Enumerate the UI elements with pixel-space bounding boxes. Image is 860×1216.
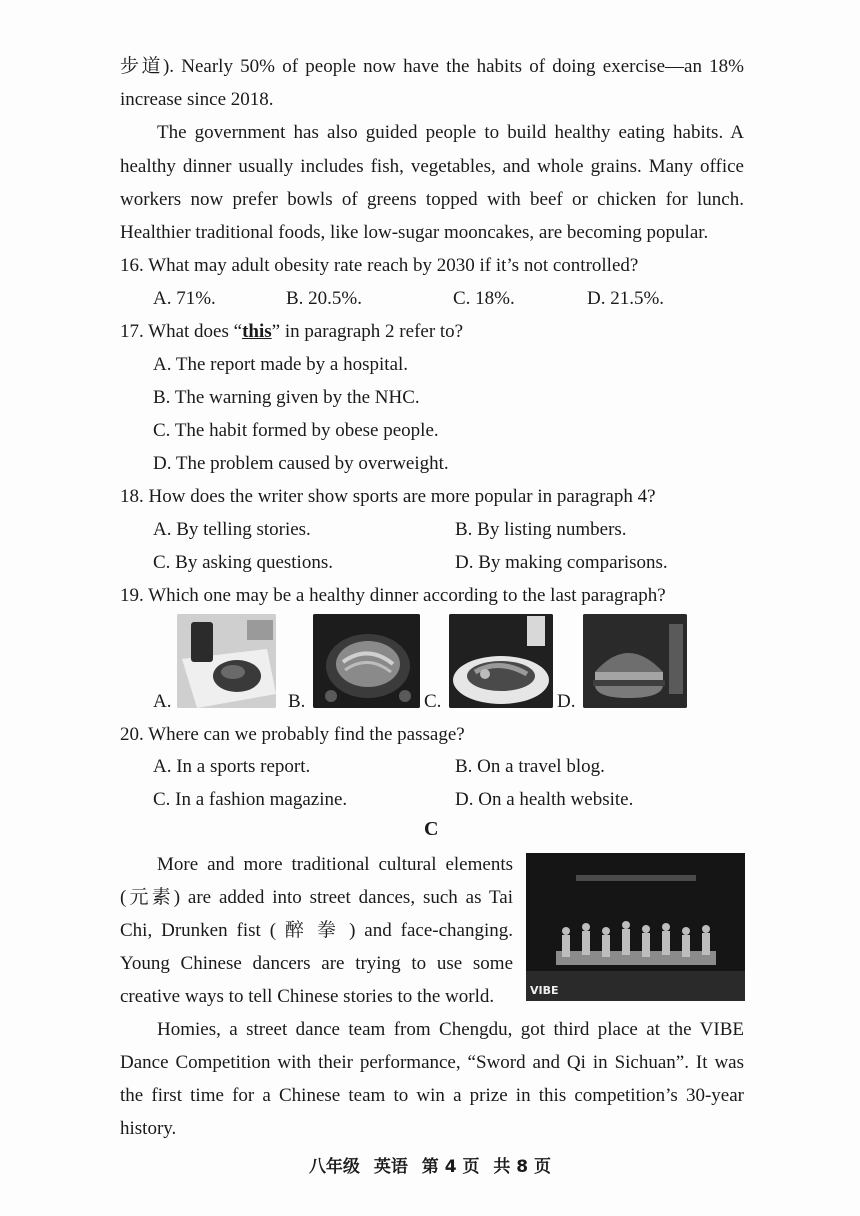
q17-highlighted-word: this bbox=[242, 321, 272, 342]
steak-plate-photo bbox=[449, 614, 553, 708]
meal-with-drink-image bbox=[177, 614, 276, 708]
paragraph-line: history. bbox=[120, 1118, 177, 1139]
section-heading-c: C bbox=[424, 818, 439, 840]
paragraph-line: The government has also guided people to build healthy eating habits. A bbox=[157, 122, 744, 143]
q20-option-a: A. In a sports report. bbox=[153, 756, 311, 777]
q19-label-c: C. bbox=[424, 691, 442, 712]
q16-option-d: D. 21.5%. bbox=[587, 288, 665, 309]
q18-option-b: B. By listing numbers. bbox=[455, 519, 627, 540]
burger-image bbox=[583, 614, 687, 708]
footer-total-pages: 共 8 页 bbox=[493, 1157, 552, 1177]
footer-page-number: 第 4 页 bbox=[421, 1157, 480, 1177]
paragraph-line: healthy dinner usually includes fish, vegetables, and whole grains. Many office bbox=[120, 156, 744, 177]
q19-label-d: D. bbox=[557, 691, 576, 712]
q18-option-c: C. By asking questions. bbox=[153, 552, 333, 573]
paragraph-line: More and more traditional cultural elements bbox=[157, 854, 513, 875]
street-dance-image bbox=[526, 853, 745, 1001]
q19-label-b: B. bbox=[288, 691, 306, 712]
q19-label-a: A. bbox=[153, 691, 172, 712]
burger-photo bbox=[583, 614, 687, 708]
paragraph-line: Dance Competition with their performance, “Sword and Qi in Sichuan”. It was bbox=[120, 1052, 744, 1073]
paragraph-line: Chi, Drunken fist ( 醉 拳 ) and face-changing. bbox=[120, 920, 513, 941]
paragraph-line: creative ways to tell Chinese stories to the world. bbox=[120, 986, 495, 1007]
q17-option-c: C. The habit formed by obese people. bbox=[153, 420, 439, 441]
paragraph-line: workers now prefer bowls of greens topped with beef or chicken for lunch. bbox=[120, 189, 744, 210]
question-19-stem: 19. Which one may be a healthy dinner according to the last paragraph? bbox=[120, 585, 666, 606]
q17-stem-start: 17. What does “ bbox=[120, 321, 243, 342]
q18-option-d: D. By making comparisons. bbox=[455, 552, 668, 573]
question-20-stem: 20. Where can we probably find the passage? bbox=[120, 724, 465, 745]
paragraph-line: (元素) are added into street dances, such as Tai bbox=[120, 887, 513, 908]
vibe-caption: VIBE bbox=[530, 984, 559, 997]
q17-option-d: D. The problem caused by overweight. bbox=[153, 453, 449, 474]
q17-stem-end: ” in paragraph 2 refer to? bbox=[271, 321, 464, 342]
q17-option-a: A. The report made by a hospital. bbox=[153, 354, 409, 375]
paragraph-line: Healthier traditional foods, like low-sugar mooncakes, are becoming popular. bbox=[120, 222, 709, 243]
question-17-stem bbox=[120, 320, 744, 344]
footer-grade: 八年级 bbox=[308, 1157, 360, 1177]
paragraph-line: Young Chinese dancers are trying to use some bbox=[120, 953, 513, 974]
question-16-stem: 16. What may adult obesity rate reach by 2030 if it’s not controlled? bbox=[120, 255, 639, 276]
footer-subject: 英语 bbox=[373, 1157, 408, 1177]
street-dance-photo bbox=[526, 853, 745, 1001]
q16-option-a: A. 71%. bbox=[153, 288, 216, 309]
paragraph-line: Homies, a street dance team from Chengdu, got third place at the VIBE bbox=[157, 1019, 744, 1040]
q16-option-c: C. 18%. bbox=[453, 288, 515, 309]
noodle-bowl-image bbox=[313, 614, 420, 708]
question-18-stem: 18. How does the writer show sports are more popular in paragraph 4? bbox=[120, 486, 656, 507]
steak-plate-image bbox=[449, 614, 553, 708]
q20-option-c: C. In a fashion magazine. bbox=[153, 789, 348, 810]
paragraph-line: 步道). Nearly 50% of people now have the habits of doing exercise—an 18% bbox=[120, 56, 744, 77]
q16-option-b: B. 20.5%. bbox=[286, 288, 362, 309]
paragraph-line: the first time for a Chinese team to win a prize in this competition’s 30-year bbox=[120, 1085, 744, 1106]
q18-option-a: A. By telling stories. bbox=[153, 519, 311, 540]
page-footer bbox=[0, 1152, 860, 1177]
q20-option-b: B. On a travel blog. bbox=[455, 756, 605, 777]
q20-option-d: D. On a health website. bbox=[455, 789, 634, 810]
paragraph-line: increase since 2018. bbox=[120, 89, 274, 110]
noodle-bowl-photo bbox=[313, 614, 420, 708]
q17-option-b: B. The warning given by the NHC. bbox=[153, 387, 420, 408]
meal-with-drink-photo bbox=[177, 614, 276, 708]
